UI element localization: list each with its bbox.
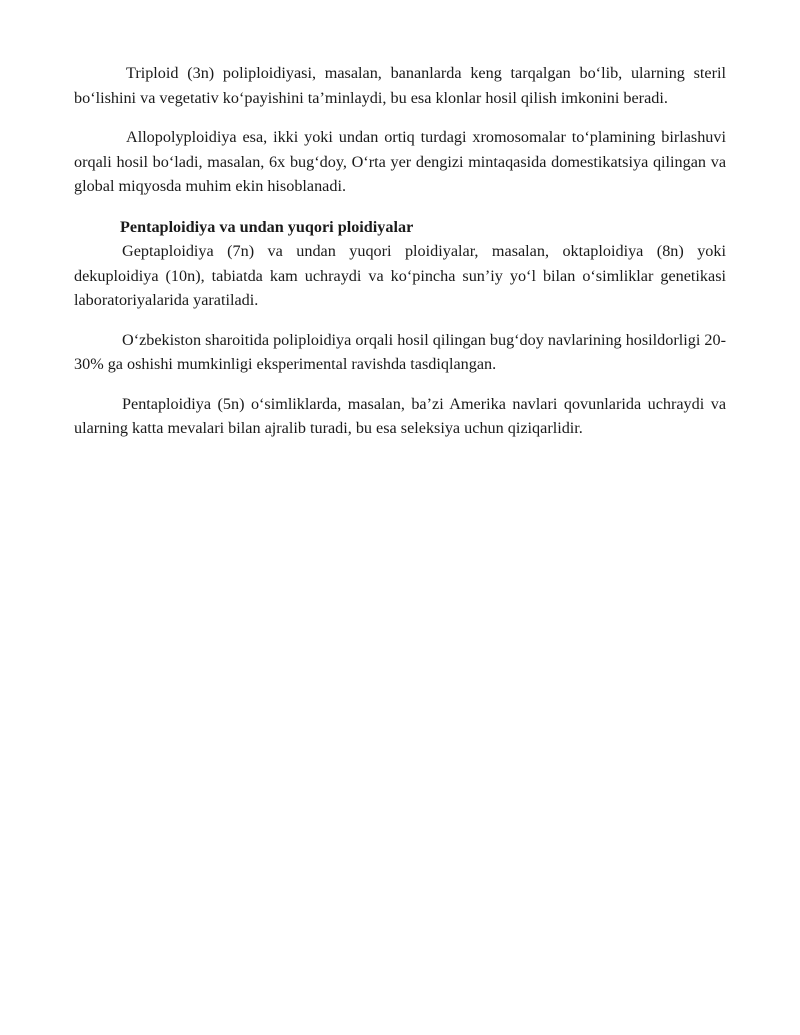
document-page <box>74 61 726 441</box>
paragraph-pentaploidy: Pentaploidiya (5n) o‘simliklarda, masalan, ba’zi Amerika navlari qovunlarida uchraydi va ularning katta mevalari bilan ajralib turadi, bu esa seleksiya uchun qiziqarlidir. <box>74 394 726 437</box>
paragraph-heptaploidy: Geptaploidiya (7n) va undan yuqori ploidiyalar, masalan, oktaploidiya (8n) yoki dekuploidiya (10n), tabiatda kam uchraydi va ko‘pincha sun’iy yo‘l bilan o‘simliklar genetikasi laboratoriyalarida yaratiladi. <box>74 242 726 309</box>
section-heading: Pentaploidiya va undan yuqori ploidiyalar <box>120 217 414 236</box>
paragraph-triploid: Triploid (3n) poliploidiyasi, masalan, bananlarda keng tarqalgan bo‘lib, ularning steril bo‘lishini va vegetativ ko‘payishini ta’minlaydi, bu esa klonlar hosil qilish imkonini beradi. <box>74 64 726 107</box>
paragraph-allopolyploidy: Allopolyploidiya esa, ikki yoki undan ortiq turdagi xromosomalar to‘plamining birlashuvi orqali hosil bo‘ladi, masalan, 6x bug‘doy, O‘rta yer dengizi mintaqasida domestikatsiya qilingan va global miqyosda muhim ekin hisoblanadi. <box>74 128 726 195</box>
paragraph-uzbekistan: O‘zbekiston sharoitida poliploidiya orqali hosil qilingan bug‘doy navlarining hosildorligi 20-30% ga oshishi mumkinligi eksperimental ravishda tasdiqlangan. <box>74 330 726 373</box>
